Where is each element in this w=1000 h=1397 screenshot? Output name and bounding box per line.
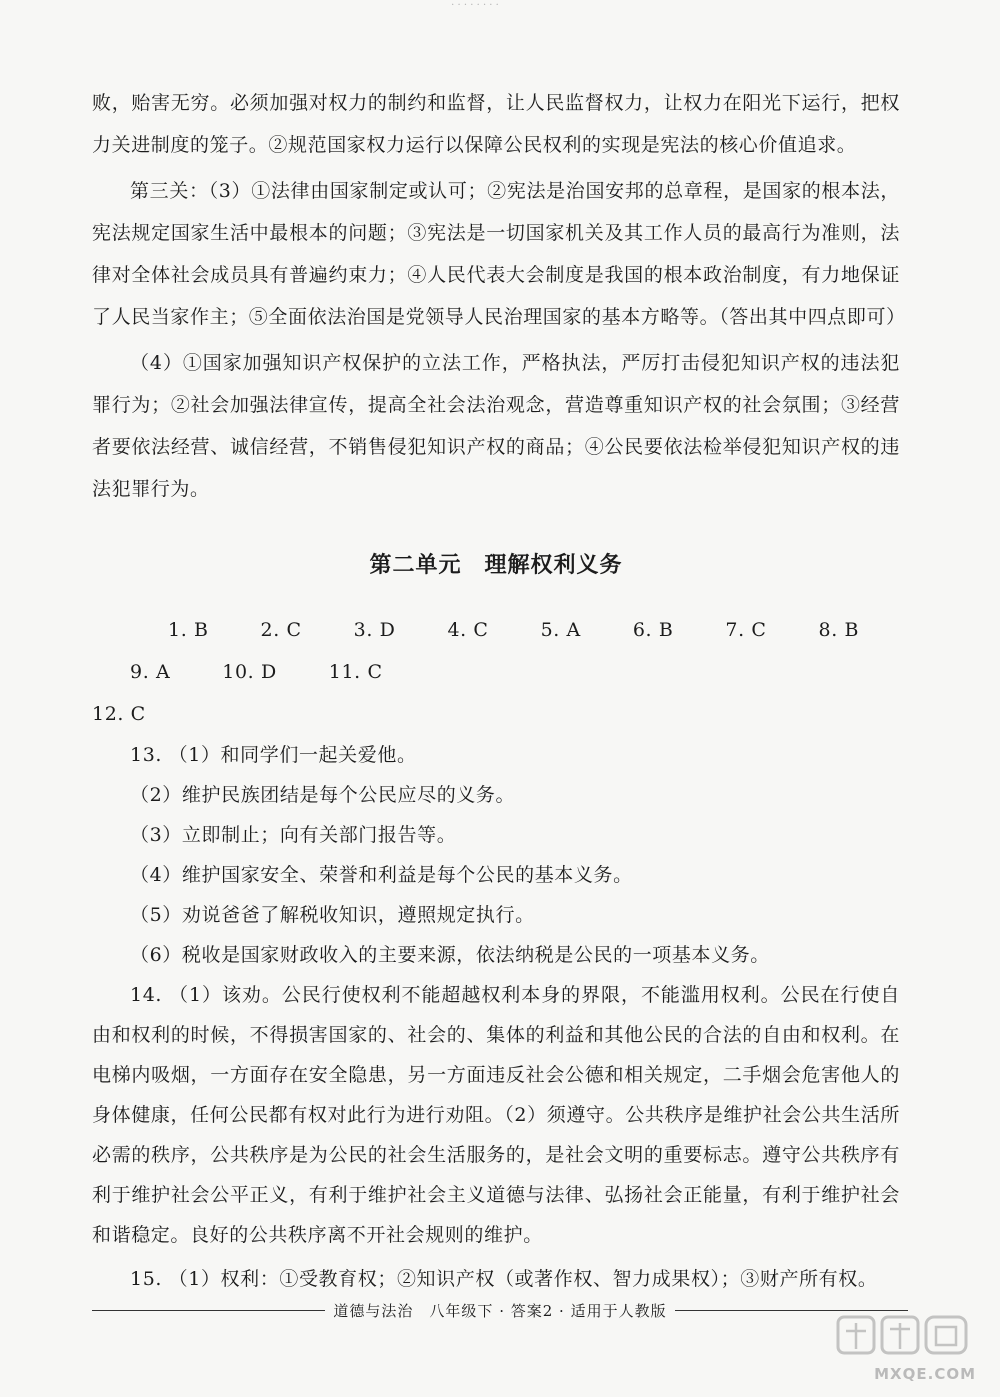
footer-rule-left (92, 1310, 325, 1311)
watermark-logo (832, 1311, 982, 1383)
q14-answer: 14. （1）该劝。公民行使权利不能超越权利本身的界限，不能滥用权利。公民在行使自由和权利的时候，不得损害国家的、社会的、集体的利益和其他公民的合法的自由和权利。在电梯内吸烟，一方面存在安全隐患，另一方面违反社会公德和相关规定，二手烟会危害他人的身体健康，任何公民都有权对此行为进行劝阻。（2）须遵守。公共秩序是维护社会公共生活所必需的秩序，公共秩序是为公民的社会生活服务的，是社会文明的重要标志。遵守公共秩序有利于维护社会公平正义，有利于维护社会主义道德与法律、弘扬社会正能量，有利于维护社会和谐稳定。良好的公共秩序离不开社会规则的维护。 (92, 984, 900, 1246)
q13-item: （2）维护民族团结是每个公民应尽的义务。 (130, 784, 516, 806)
choice-answer: 3. D (353, 619, 396, 641)
document-body (92, 82, 906, 1303)
choice-answer: 6. B (632, 619, 674, 641)
q13-item: （5）劝说爸爸了解税收知识，遵照规定执行。 (130, 904, 535, 926)
page-footer (92, 1300, 908, 1321)
paragraph-continued: 败，贻害无穷。必须加强对权力的制约和监督，让人民监督权力，让权力在阳光下运行，把权力关进制度的笼子。②规范国家权力运行以保障公民权利的实现是宪法的核心价值追求。 (92, 92, 900, 156)
q13-item: （4）维护国家安全、荣誉和利益是每个公民的基本义务。 (130, 864, 633, 886)
unit-title: 第二单元 理解权利义务 (369, 553, 623, 578)
choice-answer: 1. B (168, 619, 209, 641)
top-edge-mark: · · · · · · · · (451, 0, 499, 10)
footer-text: 道德与法治 八年级下 · 答案2 · 适用于人教版 (333, 1302, 667, 1320)
choice-answer: 10. D (222, 661, 277, 683)
q13-item: （3）立即制止；向有关部门报告等。 (130, 824, 457, 846)
choice-answer: 4. C (447, 619, 489, 641)
choice-answer: 11. C (328, 661, 383, 683)
watermark-text: MXQE.COM (874, 1365, 976, 1383)
choice-answer: 8. B (818, 619, 860, 641)
choice-answers-wrap (92, 693, 900, 735)
paragraph-item-4: （4）①国家加强知识产权保护的立法工作，严格执法，严厉打击侵犯知识产权的违法犯罪行为；②社会加强法律宣传，提高全社会法治观念，营造尊重知识产权的社会氛围；③经营者要依法经营、诚信经营，不销售侵犯知识产权的商品；④公民要依法检举侵犯知识产权的违法犯罪行为。 (92, 352, 900, 500)
q15-answer: 15. （1）权利：①受教育权；②知识产权（或著作权、智力成果权）；③财产所有权。 (130, 1268, 878, 1290)
choice-answer: 7. C (725, 619, 767, 641)
choice-answers (92, 609, 900, 693)
watermark-icon (832, 1311, 982, 1361)
choice-answer: 12. C (92, 703, 146, 725)
choice-answer: 5. A (540, 619, 581, 641)
q13-item: （6）税收是国家财政收入的主要来源，依法纳税是公民的一项基本义务。 (130, 944, 770, 966)
q13-item: 13. （1）和同学们一起关爱他。 (130, 744, 417, 766)
paragraph-third-level: 第三关：（3）①法律由国家制定或认可；②宪法是治国安邦的总章程，是国家的根本法，宪法规定国家生活中最根本的问题；③宪法是一切国家机关及其工作人员的最高行为准则，法律对全体社会成员具有普遍约束力；④人民代表大会制度是我国的根本政治制度，有力地保证了人民当家作主；⑤全面依法治国是党领导人民治理国家的基本方略等。（答出其中四点即可） (92, 180, 906, 328)
choice-answer: 9. A (130, 661, 171, 683)
choice-answer: 2. C (260, 619, 302, 641)
